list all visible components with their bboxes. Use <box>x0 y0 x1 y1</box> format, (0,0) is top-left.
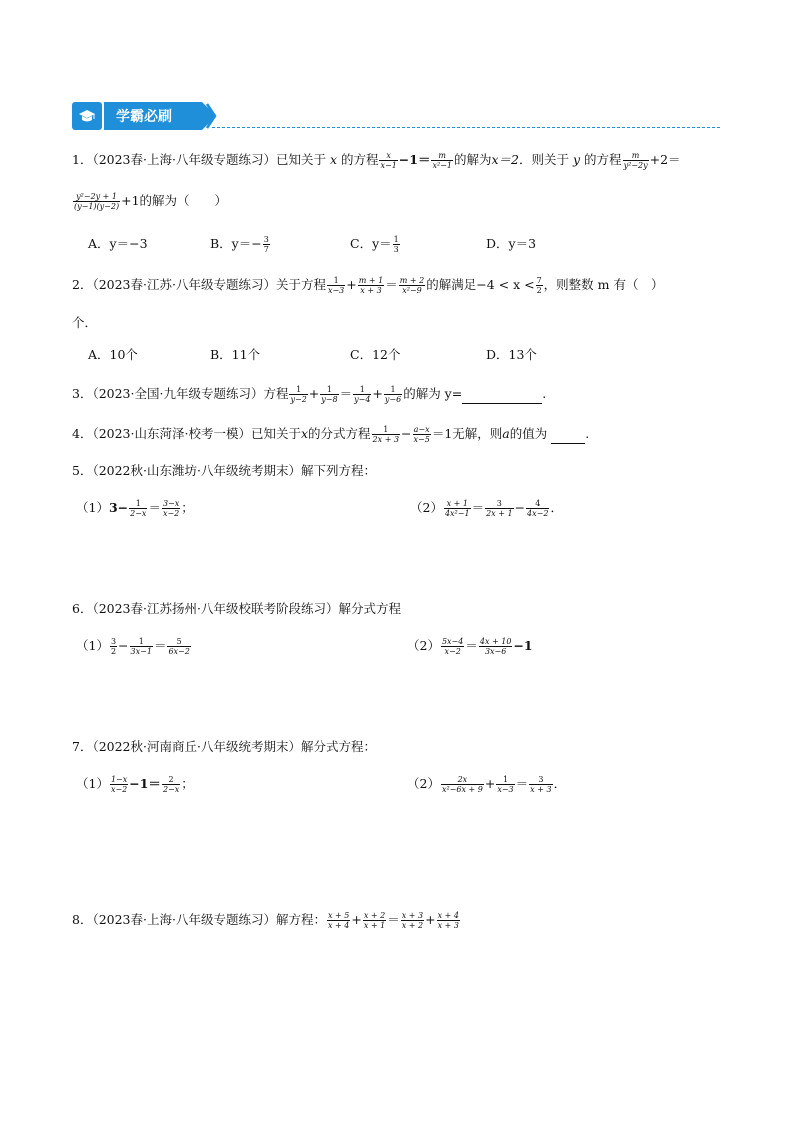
question-3: 3．（2023·全国·九年级专题练习）方程 $\frac{1}{y-2}$ + $\frac{1}{y-8}$ ＝ $\frac{1}{y-4}$ + $\frac{1}{y-6}$ 的解为 y= . <box>72 385 547 404</box>
q5-part-2: （2） $\frac{x + 1}{\text{4x²−1}}$ ＝ $\frac{3}{2x + 1}$ − $\frac{4}{4x-2}$ ． <box>410 499 563 518</box>
q1-option-c[interactable]: C．y＝ $\frac{1}{3}$ <box>350 235 399 254</box>
question-1-line-2: $\frac{\text{y²−2y + 1}}{(y-1)(y-2)}$ +1的解为（ ） <box>74 192 228 211</box>
question-2-line-1: 2．（2023春·江苏·八年级专题练习）关于方程 $\frac{1}{x-3}$ + $\frac{m + 1}{x + 3}$ ＝ $\frac{m + 2}{\text{x²−9}}$ 的解满足−4 < x < $\frac{7}{2}$ ，则整数 m 有（ ） <box>72 276 664 295</box>
chevron-right-icon <box>205 102 217 130</box>
q4-answer-blank[interactable] <box>551 429 585 444</box>
q1-option-a[interactable]: A．y＝−3 <box>88 236 148 251</box>
q1-option-b[interactable]: B．y＝− $\frac{3}{7}$ <box>210 235 269 254</box>
q2-option-a[interactable]: A．10个 <box>88 347 138 362</box>
question-7-title: 7．（2022秋·河南商丘·八年级统考期末）解分式方程： <box>72 739 376 754</box>
q2-option-c[interactable]: C．12个 <box>350 347 401 362</box>
header-divider <box>212 127 720 128</box>
q1-option-d[interactable]: D．y＝3 <box>486 236 537 251</box>
question-4: 4．（2023·山东菏泽·校考一模）已知关于x的分式方程 $\frac{1}{2x + 3}$ − $\frac{a-x}{x-5}$ ＝1无解，则a的值为 . <box>72 425 590 444</box>
q5-part-1: （1）3− $\frac{1}{2-x}$ ＝ $\frac{3-x}{x-2}$ ； <box>76 499 194 518</box>
question-6-title: 6．（2023春·江苏扬州·八年级校联考阶段练习）解分式方程 <box>72 601 401 616</box>
section-title: 学霸必刷 <box>104 102 202 130</box>
header-icon-box <box>72 102 102 130</box>
graduation-cap-icon <box>78 108 96 124</box>
q7-part-2: （2） $\frac{2x}{\text{x²−6x + 9}}$ + $\frac{1}{x-3}$ ＝ $\frac{3}{x + 3}$ ． <box>407 775 567 794</box>
question-8: 8．（2023春·上海·八年级专题练习）解方程： $\frac{x + 5}{x + 4}$ + $\frac{x + 2}{x + 1}$ ＝ $\frac{x + 3}{x + 2}$ + $\frac{x + 4}{x + 3}$ <box>72 911 460 930</box>
q7-part-1: （1） $\frac{1-x}{x-2}$ −1＝ $\frac{2}{2-x}$ ； <box>76 775 194 794</box>
q6-part-2: （2） $\frac{5x-4}{x-2}$ ＝ $\frac{4x + 10}{3x-6}$ −1 <box>407 637 533 656</box>
q3-answer-blank[interactable] <box>462 389 542 404</box>
question-1-line-1: 1．（2023春·上海·八年级专题练习）已知关于 x 的方程 $\frac{x}{x-1}$ −1＝ $\frac{m}{\text{x²−1}}$ 的解为x＝2．则关于 y 的方程 $\frac{m}{\text{y²−2y}}$ +2＝ <box>72 151 681 170</box>
q2-option-d[interactable]: D．13个 <box>486 347 537 362</box>
q6-part-1: （1） $\frac{3}{2}$ − $\frac{1}{3x-1}$ ＝ $\frac{5}{6x-2}$ <box>76 637 190 656</box>
question-5-title: 5．（2022秋·山东潍坊·八年级统考期末）解下列方程： <box>72 463 376 478</box>
q2-option-b[interactable]: B．11个 <box>210 347 261 362</box>
question-2-line-2: 个． <box>72 315 98 330</box>
